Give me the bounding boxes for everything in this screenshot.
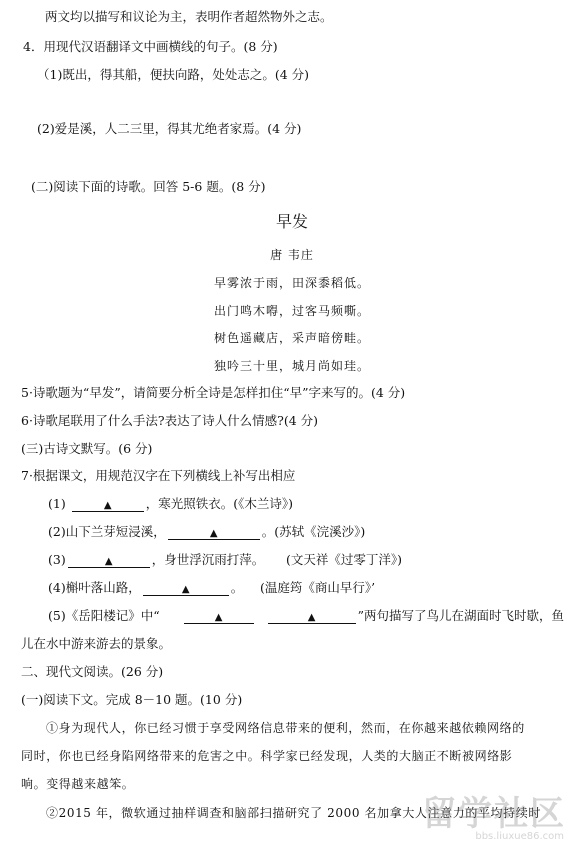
q7-item-4-text-after: 。 bbox=[230, 580, 244, 595]
q7-item-4 bbox=[48, 580, 243, 596]
q7-item-3-source: (文天祥《过零丁洋》) bbox=[286, 552, 403, 567]
question-7-stem: 7·根据课文，用规范汉字在下列横线上补写出相应 bbox=[21, 468, 296, 483]
paragraph-1-line-2: 同时，你也已经身陷网络带来的危害之中。科学家已经发现，人类的大脑正不断被网络影 bbox=[21, 749, 513, 763]
blank-triangle-mark: ▲ bbox=[307, 612, 316, 623]
q7-item-4-text-before: (4)槲叶落山路， bbox=[48, 580, 141, 595]
paragraph-1-line-1: ①身为现代人，你已经习惯于享受网络信息带来的便利，然而，在你越来越依赖网络的 bbox=[46, 721, 525, 735]
poem-line-4: 独吟三十里，城月尚如珪。 bbox=[213, 359, 370, 373]
blank-triangle-mark: ▲ bbox=[209, 528, 218, 539]
question-6: 6·诗歌尾联用了什么手法?表达了诗人什么情感?(4 分) bbox=[21, 413, 319, 428]
blank-triangle-mark: ▲ bbox=[181, 584, 190, 595]
poem-line-1: 早雾浓于雨，田深黍稻低。 bbox=[213, 276, 370, 290]
q7-item-1-blank[interactable] bbox=[72, 498, 144, 512]
q7-item-2-text-before: (2)山下兰芽短浸溪， bbox=[48, 524, 166, 539]
intro-line: 两文均以描写和议论为主，表明作者超然物外之志。 bbox=[45, 9, 333, 24]
q7-item-2 bbox=[48, 524, 365, 540]
blank-triangle-mark: ▲ bbox=[104, 556, 113, 567]
watermark-url: bbs.liuxue86.com bbox=[475, 831, 564, 842]
poem-line-2: 出门鸣木嘚，过客马频嘶。 bbox=[213, 304, 370, 318]
q7-item-3 bbox=[48, 552, 264, 568]
q7-item-5 bbox=[48, 608, 564, 624]
paragraph-2-line-1: ②2015 年，微软通过抽样调查和脑部扫描研究了 2000 名加拿大人注意力的平均持续时 bbox=[46, 806, 541, 820]
question-5: 5·诗歌题为“早发”，请简要分析全诗是怎样扣住“早”字来写的。(4 分) bbox=[21, 385, 406, 400]
part-2-header: 二、现代文阅读。(26 分) bbox=[21, 664, 164, 679]
paragraph-1-line-3: 响。变得越来越笨。 bbox=[21, 777, 135, 791]
q7-item-5-text-before: (5)《岳阳楼记》中“ bbox=[48, 608, 160, 623]
subsection-1-header: (一)阅读下文。完成 8－10 题。(10 分) bbox=[21, 692, 243, 707]
q7-item-1 bbox=[48, 496, 293, 512]
section-3-header: (三)古诗文默写。(6 分) bbox=[21, 441, 153, 456]
blank-triangle-mark: ▲ bbox=[103, 500, 112, 511]
question-4-sentence-1: （1)既出，得其船，便扶向路，处处志之。(4 分) bbox=[37, 67, 310, 82]
question-4-sentence-2: (2)爱是溪，人二三里，得其尤绝者家焉。(4 分) bbox=[37, 121, 302, 136]
q7-item-3-text: ，身世浮沉雨打萍。 bbox=[151, 552, 265, 567]
poem-line-3: 树色遥藏店，采声暗傍畦。 bbox=[213, 331, 370, 345]
q7-item-3-blank[interactable] bbox=[68, 554, 150, 568]
q7-item-5-blank-1[interactable] bbox=[184, 610, 254, 624]
poem-author: 唐 韦庄 bbox=[270, 248, 314, 262]
section-2-header: (二)阅读下面的诗歌。回答 5-6 题。(8 分) bbox=[31, 179, 266, 194]
watermark-logo-text: 留学社区 bbox=[422, 794, 566, 834]
q7-item-3-number: (3) bbox=[48, 552, 66, 567]
q7-item-4-source: (温庭筠《商山早行》’ bbox=[260, 580, 376, 595]
q7-item-2-blank[interactable] bbox=[168, 526, 260, 540]
blank-triangle-mark: ▲ bbox=[214, 612, 223, 623]
q7-item-1-number: (1) bbox=[48, 496, 66, 511]
q7-item-2-text-after: 。(苏轼《浣溪沙》) bbox=[261, 524, 366, 539]
q7-item-4-blank[interactable] bbox=[143, 582, 229, 596]
q7-item-5-text-after: ”两句描写了鸟儿在湖面时飞时歇，鱼 bbox=[357, 608, 565, 623]
q7-item-5-blank-2[interactable] bbox=[268, 610, 356, 624]
q7-item-5-continuation: 儿在水中游来游去的景象。 bbox=[21, 636, 172, 651]
question-4-stem: 4．用现代汉语翻译文中画横线的句子。(8 分) bbox=[23, 39, 278, 54]
poem-title: 早发 bbox=[275, 212, 308, 231]
q7-item-1-text: ，寒光照铁衣。(《木兰诗》) bbox=[145, 496, 293, 511]
site-watermark bbox=[416, 786, 566, 842]
